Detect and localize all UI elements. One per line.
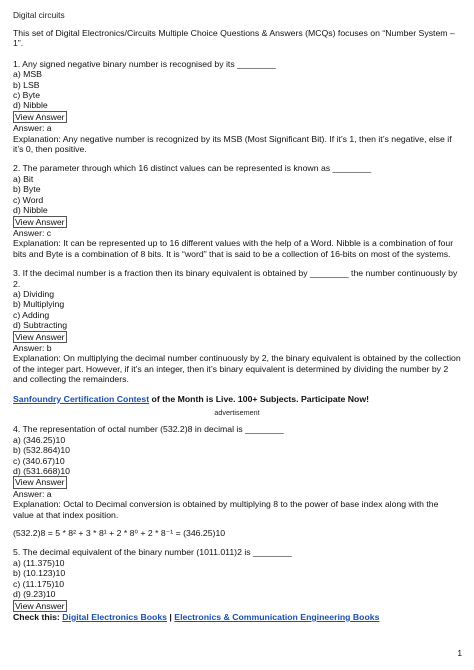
answer-text: Answer: a (13, 488, 52, 499)
option-b: b) Byte (13, 184, 41, 195)
view-answer-button[interactable]: View Answer (15, 216, 65, 227)
question-text: 5. The decimal equivalent of the binary number (1011.011)2 is ________ (13, 547, 292, 558)
question-text: 4. The representation of octal number (532.2)8 in decimal is ________ (13, 424, 284, 435)
option-c: c) (340.67)10 (13, 455, 65, 466)
view-answer-button[interactable]: View Answer (15, 111, 65, 122)
document-content (13, 28, 461, 622)
question-5 (13, 547, 461, 611)
option-c: c) Adding (13, 309, 50, 320)
digital-electronics-books-link[interactable]: Digital Electronics Books (62, 611, 168, 622)
check-this-line (13, 612, 461, 622)
question-4 (13, 424, 461, 538)
view-answer-button[interactable]: View Answer (15, 477, 65, 488)
explanation-text: Explanation: It can be represented up to 16 different values with the help of a Word. Nibble is a combination of four bits and Byte is a combination of 8 bits. It is “word” that is said to be a collection of 16-bits on most of the systems. (13, 238, 454, 259)
question-2 (13, 163, 461, 259)
option-d: d) Nibble (13, 205, 48, 216)
view-answer-button[interactable]: View Answer (15, 331, 65, 342)
option-b: b) Multiplying (13, 299, 65, 310)
intro-text: This set of Digital Electronics/Circuits Multiple Choice Questions & Answers (MCQs) focuses on “Number System – 1”. (13, 28, 455, 49)
option-c: c) Byte (13, 90, 41, 101)
option-b: b) (10.123)10 (13, 568, 66, 579)
check-prefix: Check this: (13, 611, 63, 622)
question-text: 2. The parameter through which 16 distinct values can be represented is known as ________ (13, 163, 372, 174)
option-a: a) Dividing (13, 288, 55, 299)
explanation-text: Explanation: Any negative number is recognized by its MSB (Most Significant Bit). If it’s 1, then it’s negative, else if it’s 0, then positive. (13, 133, 452, 155)
option-a: a) MSB (13, 69, 42, 80)
option-b: b) LSB (13, 79, 40, 90)
option-c: c) (11.175)10 (13, 578, 65, 589)
option-c: c) Word (13, 194, 44, 205)
option-d: d) (531.668)10 (13, 466, 70, 477)
certification-contest-link[interactable]: Sanfoundry Certification Contest (13, 393, 150, 404)
page-number: 1 (457, 648, 462, 658)
option-d: d) (9.23)10 (13, 589, 56, 600)
option-a: a) (11.375)10 (13, 557, 65, 568)
promo-text: of the Month is Live. 100+ Subjects. Participate Now! (149, 393, 370, 404)
view-answer-button[interactable]: View Answer (15, 600, 65, 611)
advertisement-label: advertisement (214, 408, 260, 417)
option-d: d) Subtracting (13, 320, 68, 331)
document-header: Digital circuits (13, 10, 65, 20)
option-b: b) (532.864)10 (13, 445, 70, 456)
answer-text: Answer: b (13, 342, 52, 353)
explanation-formula: (532.2)8 = 5 * 8² + 3 * 8¹ + 2 * 8⁰ + 2 * 8⁻¹ = (346.25)10 (13, 528, 226, 539)
explanation-text: Explanation: On multiplying the decimal number continuously by 2, the binary equivalent is obtained by the collection of the integer part. However, if it’s an integer, then it’s binary equivalent is determined by dividing the number by 2 and collecting the remainders. (13, 353, 461, 385)
option-a: a) Bit (13, 173, 34, 184)
ece-books-link[interactable]: Electronics & Communication Engineering Books (174, 611, 380, 622)
answer-text: Answer: c (13, 227, 52, 238)
question-3 (13, 268, 461, 384)
question-text: 1. Any signed negative binary number is recognised by its ________ (13, 58, 276, 69)
promo-banner (13, 394, 461, 404)
explanation-text: Explanation: Octal to Decimal conversion is obtained by multiplying 8 to the power of base index along with the value at that index position. (13, 499, 439, 520)
option-a: a) (346.25)10 (13, 434, 66, 445)
answer-text: Answer: a (13, 123, 52, 134)
question-1 (13, 59, 461, 155)
option-d: d) Nibble (13, 100, 48, 111)
check-separator: | (167, 611, 175, 622)
question-text: 3. If the decimal number is a fraction then its binary equivalent is obtained by ________ the number continuously by 2. (13, 268, 458, 289)
